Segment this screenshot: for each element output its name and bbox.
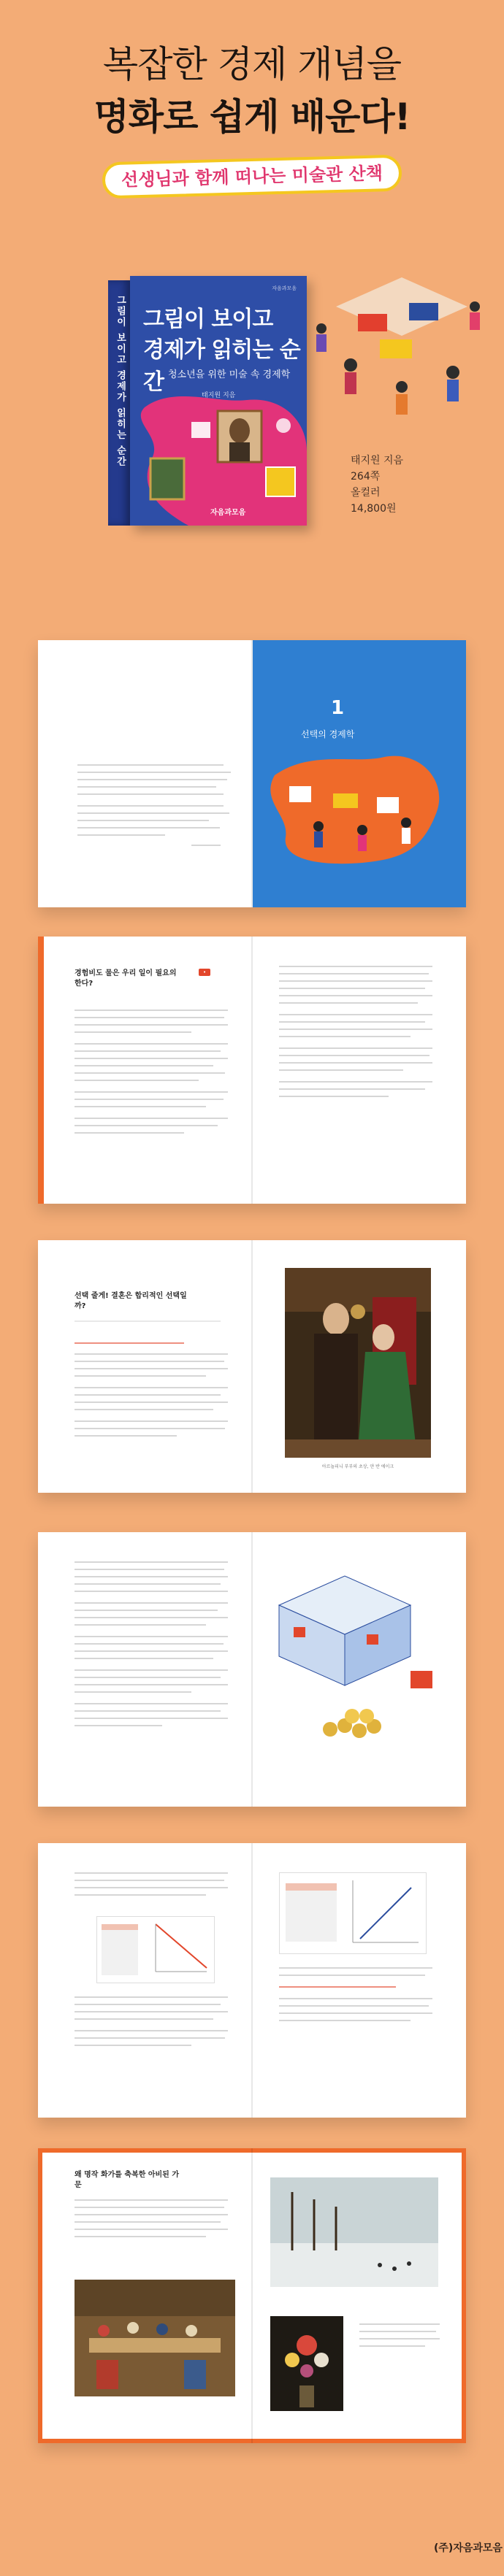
spine-title: 그림이 보이고 경제가 읽히는 순간: [115, 295, 126, 468]
spread-chapter-opener: [38, 640, 466, 907]
building-coins-illustration: [264, 1561, 454, 1766]
headline-line2-text: 명화로 쉽게 배운다!: [93, 96, 411, 138]
spread-charts: [38, 1843, 466, 2118]
page-edge-mark: [38, 937, 44, 1204]
info-author: 태지원 지음: [351, 455, 404, 466]
book-cover: [108, 276, 307, 526]
left-chart: [96, 1916, 215, 1983]
chapter-number: 1: [331, 697, 345, 719]
spread3-heading: 선택 줄게! 결혼은 합리적인 선택일까?: [75, 1292, 187, 1310]
right-chart: [279, 1872, 427, 1954]
series-badge: [102, 155, 402, 199]
headline-line1: [0, 38, 504, 91]
spread-illustration: [38, 1532, 466, 1807]
headline-line1-text: 복잡한 경제 개념을: [102, 43, 402, 85]
peasant-wedding-painting: [75, 2280, 235, 2396]
book-spine: [108, 280, 130, 526]
chapter-illustration: [253, 640, 466, 907]
market-illustration: [307, 263, 489, 431]
arnolfini-painting: [285, 1268, 431, 1458]
spread2-heading: 경험비도 물은 우리 일이 필요의 한다?: [75, 969, 177, 988]
spread-text: [38, 937, 466, 1204]
info-pages: 264쪽: [351, 471, 381, 482]
series-badge-text: 선생님과 함께 떠나는 미술관 산책: [121, 163, 383, 191]
spread-painting: [38, 1240, 466, 1493]
painting-caption: 아르놀피니 부부의 초상, 얀 반 에이크: [321, 1464, 394, 1469]
cover-front: [130, 276, 307, 526]
cover-publisher: 자음과모음: [210, 509, 246, 517]
cover-title-line2: 경제가 읽히는 순간: [143, 337, 300, 395]
info-price: 14,800원: [351, 503, 397, 515]
cover-title-line1: 그림이 보이고: [143, 307, 273, 332]
spread6-heading: 왜 명작 화가를 축복한 아비된 가문: [75, 2171, 179, 2189]
winter-landscape-painting: [270, 2177, 438, 2287]
book-info: [351, 453, 403, 517]
spread-art-gallery: [38, 2148, 466, 2443]
cover-subtitle: 청소년을 위한 미술 속 경제학: [168, 369, 291, 380]
cover-author: 태지원 지음: [202, 392, 236, 399]
cover-series: 자음과모음: [272, 285, 297, 291]
headline-line2: [0, 91, 504, 143]
chapter-title: 선택의 경제학: [301, 729, 355, 739]
flower-still-life-painting: [270, 2316, 343, 2411]
footer-publisher: (주)자음과모음: [434, 2542, 503, 2554]
spread2-tag: •: [199, 969, 210, 976]
info-color: 올컬러: [351, 487, 381, 499]
